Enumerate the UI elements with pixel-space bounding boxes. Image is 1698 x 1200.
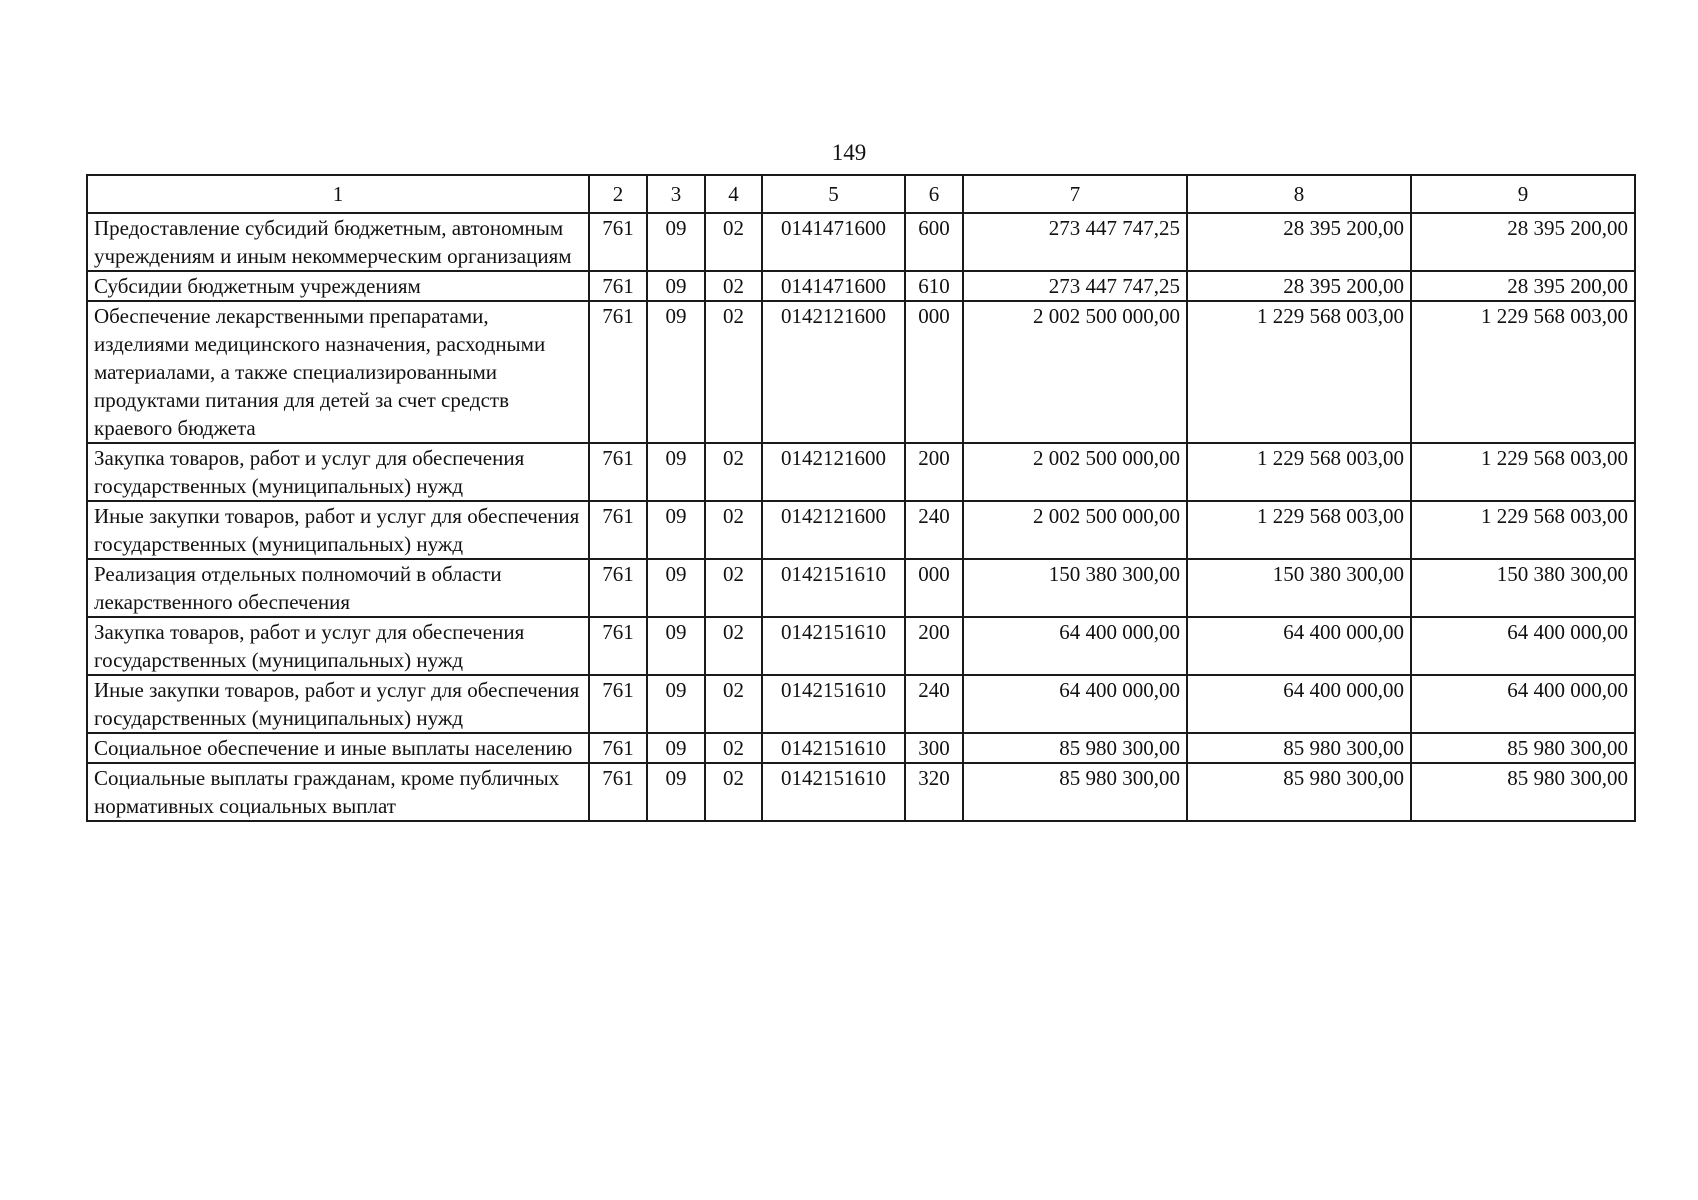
row-name: Реализация отдельных полномочий в области лекарственного обеспечения: [87, 559, 589, 617]
row-code-4: 02: [705, 617, 762, 675]
column-header: 7: [963, 175, 1187, 213]
table-row: [87, 559, 1635, 617]
column-header: 3: [647, 175, 705, 213]
row-name: Социальное обеспечение и иные выплаты населению: [87, 733, 589, 763]
row-amount-7: 85 980 300,00: [963, 763, 1187, 821]
row-code-3: 09: [647, 301, 705, 443]
row-code-6: 200: [905, 443, 963, 501]
row-name: Закупка товаров, работ и услуг для обеспечения государственных (муниципальных) нужд: [87, 443, 589, 501]
row-amount-9: 1 229 568 003,00: [1411, 301, 1635, 443]
table-row: [87, 443, 1635, 501]
table-row: [87, 617, 1635, 675]
row-code-2: 761: [589, 675, 647, 733]
row-code-5: 0142151610: [762, 559, 905, 617]
budget-table: [86, 174, 1636, 822]
row-amount-7: 85 980 300,00: [963, 733, 1187, 763]
table-row: [87, 301, 1635, 443]
row-code-6: 610: [905, 271, 963, 301]
row-amount-7: 64 400 000,00: [963, 675, 1187, 733]
row-code-4: 02: [705, 301, 762, 443]
row-code-5: 0142121600: [762, 301, 905, 443]
row-code-2: 761: [589, 301, 647, 443]
row-code-4: 02: [705, 733, 762, 763]
row-amount-7: 2 002 500 000,00: [963, 301, 1187, 443]
column-header: 2: [589, 175, 647, 213]
table-row: [87, 763, 1635, 821]
row-amount-8: 28 395 200,00: [1187, 213, 1411, 271]
row-code-6: 200: [905, 617, 963, 675]
row-code-6: 320: [905, 763, 963, 821]
row-code-5: 0142121600: [762, 501, 905, 559]
table-row: [87, 675, 1635, 733]
row-code-6: 300: [905, 733, 963, 763]
row-amount-7: 2 002 500 000,00: [963, 443, 1187, 501]
row-code-6: 600: [905, 213, 963, 271]
row-amount-7: 273 447 747,25: [963, 271, 1187, 301]
table-row: [87, 501, 1635, 559]
row-amount-9: 64 400 000,00: [1411, 675, 1635, 733]
row-amount-8: 85 980 300,00: [1187, 733, 1411, 763]
row-code-5: 0142121600: [762, 443, 905, 501]
row-code-3: 09: [647, 443, 705, 501]
row-amount-8: 1 229 568 003,00: [1187, 443, 1411, 501]
table-row: [87, 733, 1635, 763]
row-code-6: 240: [905, 501, 963, 559]
row-amount-7: 273 447 747,25: [963, 213, 1187, 271]
table-row: [87, 213, 1635, 271]
row-amount-7: 2 002 500 000,00: [963, 501, 1187, 559]
row-code-2: 761: [589, 559, 647, 617]
row-amount-8: 1 229 568 003,00: [1187, 501, 1411, 559]
row-code-4: 02: [705, 213, 762, 271]
row-code-6: 000: [905, 301, 963, 443]
row-name: Обеспечение лекарственными препаратами, изделиями медицинского назначения, расходными материалами, а также специализированными продуктами питания для детей за счет средств краевого бюджета: [87, 301, 589, 443]
row-code-6: 000: [905, 559, 963, 617]
column-header: 9: [1411, 175, 1635, 213]
row-code-2: 761: [589, 443, 647, 501]
row-code-3: 09: [647, 559, 705, 617]
table-header-row: [87, 175, 1635, 213]
page-number: 149: [831, 140, 867, 165]
row-amount-9: 150 380 300,00: [1411, 559, 1635, 617]
row-code-5: 0142151610: [762, 763, 905, 821]
row-code-5: 0141471600: [762, 213, 905, 271]
row-amount-8: 64 400 000,00: [1187, 617, 1411, 675]
row-amount-9: 1 229 568 003,00: [1411, 443, 1635, 501]
row-amount-8: 150 380 300,00: [1187, 559, 1411, 617]
row-code-2: 761: [589, 617, 647, 675]
row-amount-9: 28 395 200,00: [1411, 213, 1635, 271]
row-amount-9: 64 400 000,00: [1411, 617, 1635, 675]
column-header: 8: [1187, 175, 1411, 213]
row-amount-8: 1 229 568 003,00: [1187, 301, 1411, 443]
column-header: 1: [87, 175, 589, 213]
row-code-3: 09: [647, 763, 705, 821]
row-code-6: 240: [905, 675, 963, 733]
row-code-5: 0142151610: [762, 617, 905, 675]
row-amount-9: 85 980 300,00: [1411, 763, 1635, 821]
row-amount-9: 28 395 200,00: [1411, 271, 1635, 301]
column-header: 4: [705, 175, 762, 213]
row-code-4: 02: [705, 763, 762, 821]
row-amount-8: 64 400 000,00: [1187, 675, 1411, 733]
row-code-3: 09: [647, 213, 705, 271]
row-code-2: 761: [589, 213, 647, 271]
row-amount-9: 85 980 300,00: [1411, 733, 1635, 763]
row-amount-7: 150 380 300,00: [963, 559, 1187, 617]
row-code-4: 02: [705, 675, 762, 733]
row-code-3: 09: [647, 501, 705, 559]
row-code-3: 09: [647, 617, 705, 675]
row-code-3: 09: [647, 675, 705, 733]
row-code-2: 761: [589, 501, 647, 559]
row-code-3: 09: [647, 271, 705, 301]
row-amount-8: 28 395 200,00: [1187, 271, 1411, 301]
row-code-3: 09: [647, 733, 705, 763]
row-code-4: 02: [705, 271, 762, 301]
row-code-2: 761: [589, 763, 647, 821]
row-name: Иные закупки товаров, работ и услуг для обеспечения государственных (муниципальных) нужд: [87, 675, 589, 733]
column-header: 5: [762, 175, 905, 213]
row-code-2: 761: [589, 733, 647, 763]
row-code-4: 02: [705, 501, 762, 559]
row-code-4: 02: [705, 443, 762, 501]
row-code-5: 0142151610: [762, 675, 905, 733]
row-name: Субсидии бюджетным учреждениям: [87, 271, 589, 301]
row-name: Закупка товаров, работ и услуг для обеспечения государственных (муниципальных) нужд: [87, 617, 589, 675]
table-row: [87, 271, 1635, 301]
row-name: Предоставление субсидий бюджетным, автономным учреждениям и иным некоммерческим организациям: [87, 213, 589, 271]
row-code-5: 0142151610: [762, 733, 905, 763]
row-name: Социальные выплаты гражданам, кроме публичных нормативных социальных выплат: [87, 763, 589, 821]
row-amount-9: 1 229 568 003,00: [1411, 501, 1635, 559]
row-code-4: 02: [705, 559, 762, 617]
row-amount-8: 85 980 300,00: [1187, 763, 1411, 821]
row-amount-7: 64 400 000,00: [963, 617, 1187, 675]
row-name: Иные закупки товаров, работ и услуг для обеспечения государственных (муниципальных) нужд: [87, 501, 589, 559]
row-code-2: 761: [589, 271, 647, 301]
column-header: 6: [905, 175, 963, 213]
row-code-5: 0141471600: [762, 271, 905, 301]
